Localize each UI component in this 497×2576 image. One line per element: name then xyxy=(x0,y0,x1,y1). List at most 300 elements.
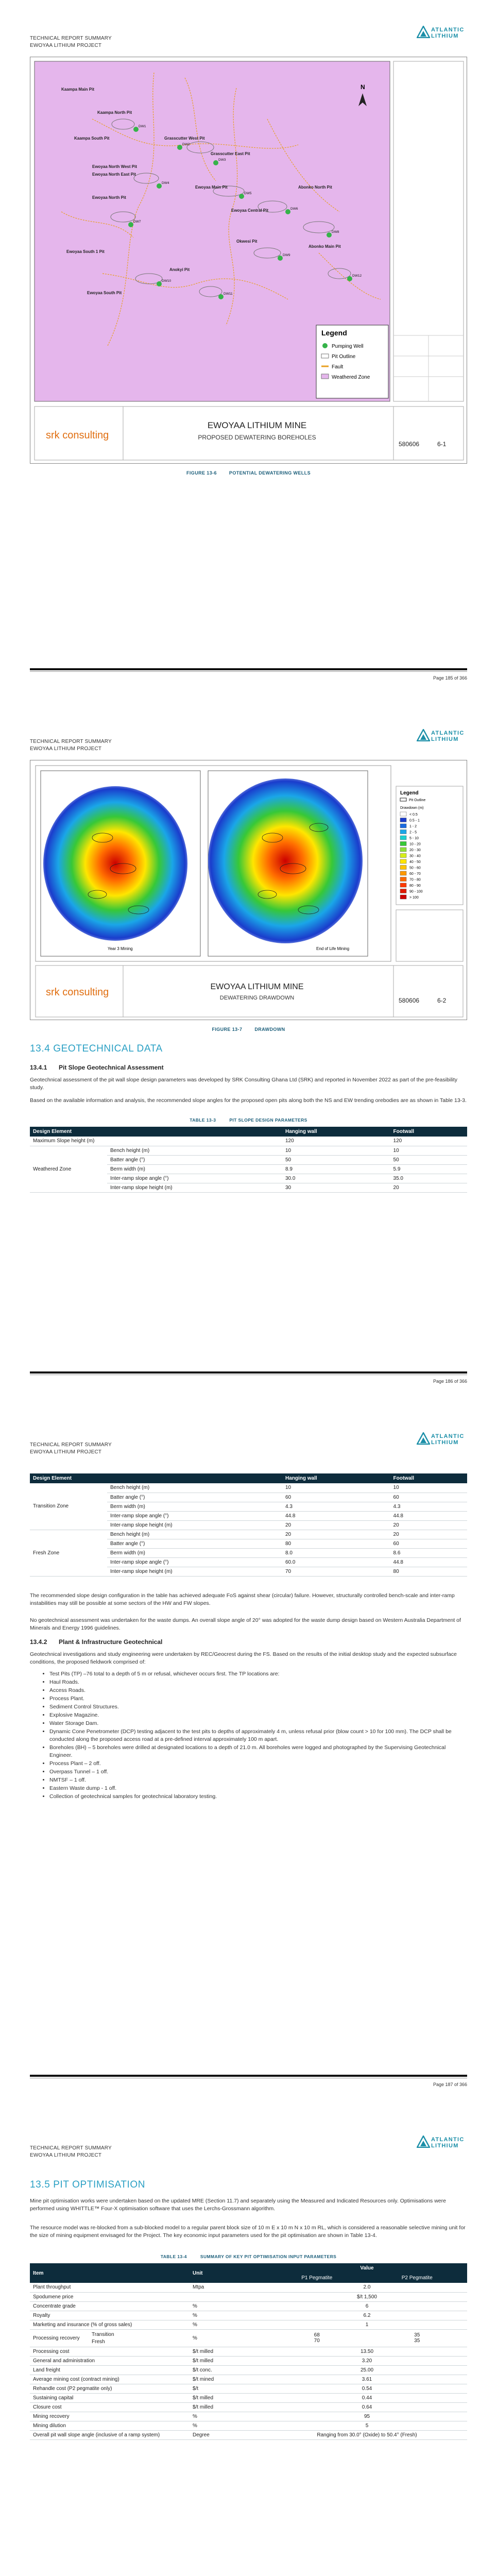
table-row xyxy=(30,2356,467,2365)
figure-caption-text: POTENTIAL DEWATERING WELLS xyxy=(229,470,311,476)
table-cell: 30 xyxy=(282,1183,390,1192)
recovery-subrow-label: Fresh xyxy=(92,2338,105,2345)
well-label: DW11 xyxy=(224,292,233,296)
page-footer xyxy=(30,668,467,689)
pit-slope-design-table xyxy=(30,1127,467,1193)
table-cell: $/t milled xyxy=(190,2347,267,2356)
table-cell: $/t conc. xyxy=(190,2365,267,2375)
table-header xyxy=(107,1473,282,1483)
paragraph: Geotechnical assessment of the pit wall slope design parameters was developed by SRK Consulting Ghana Ltd (SRK) and reported in November 2022 as part of the pre-feasibility study. xyxy=(30,1077,457,1091)
well-label: DW6 xyxy=(290,207,298,211)
legend-swatch xyxy=(400,818,406,822)
logo-word-1: ATLANTIC xyxy=(431,2137,465,2143)
table-cell: 70 xyxy=(282,1567,390,1576)
table-cell: % xyxy=(190,2311,267,2320)
map-subtitle: DEWATERING DRAWDOWN xyxy=(219,995,295,1001)
table-cell: % xyxy=(190,2421,267,2430)
list-item: • Water Storage Dam. xyxy=(49,1720,467,1727)
drawdown-map-canvas xyxy=(30,760,468,1021)
list-item: • Test Pits (TP) –76 total to a depth of 5 m or refusal, whichever occurs first. The TP locations are: xyxy=(49,1670,467,1678)
well-label: DW3 xyxy=(218,158,226,162)
pit-label: Kaampa Main Pit xyxy=(61,87,95,92)
logo-word-1: ATLANTIC xyxy=(431,27,465,33)
page-header xyxy=(30,2130,467,2161)
dewatering-map-canvas xyxy=(30,57,468,464)
figure-caption xyxy=(30,470,467,476)
table-cell xyxy=(190,2292,267,2301)
figure-number: 6-2 xyxy=(437,997,447,1004)
table-caption-number: TABLE 13-3 xyxy=(190,1117,216,1123)
legend-swatch xyxy=(400,854,406,858)
table-cell: 0.44 xyxy=(267,2393,467,2402)
table-header: Design Element xyxy=(30,1127,107,1137)
subsection-heading: Pit Slope Geotechnical Assessment xyxy=(59,1064,164,1071)
pit-label: Okwesi Pit xyxy=(236,239,258,244)
figure-caption-number: FIGURE 13-7 xyxy=(212,1027,243,1032)
table-subheader: P2 Pegmatite xyxy=(367,2273,467,2283)
header-project-name: EWOYAA LITHIUM PROJECT xyxy=(30,746,102,752)
paragraph: Based on the available information and analysis, the recommended slope angles for the proposed open pits along both the NS and EW trending orebodies are as shown in Table 13-3. xyxy=(30,1097,467,1104)
table-cell: Batter angle (°) xyxy=(107,1493,282,1502)
pit-label: Anokyi Pit xyxy=(169,267,190,272)
panel-label: Year 3 Mining xyxy=(108,946,133,951)
table-caption-text: PIT SLOPE DESIGN PARAMETERS xyxy=(229,1117,307,1123)
table-cell: $/t milled xyxy=(190,2356,267,2365)
table-cell: Royalty xyxy=(30,2311,190,2320)
well-label: DW2 xyxy=(182,143,190,146)
table-cell: 25.00 xyxy=(267,2365,467,2375)
header-report-title: TECHNICAL REPORT SUMMARY xyxy=(30,739,112,744)
report-page-186 xyxy=(0,703,497,1406)
well-label: DW7 xyxy=(133,220,141,224)
table-header: Footwall xyxy=(390,1127,467,1137)
table-row xyxy=(30,2421,467,2430)
header-report-title: TECHNICAL REPORT SUMMARY xyxy=(30,36,112,41)
table-cell: Mtpa xyxy=(190,2283,267,2292)
table-cell: 8.0 xyxy=(282,1548,390,1557)
legend-swatch xyxy=(400,859,406,863)
pit-label: Ewoyaa South 1 Pit xyxy=(66,249,105,254)
table-cell: 4.3 xyxy=(390,1502,467,1511)
table-cell: Batter angle (°) xyxy=(107,1539,282,1548)
table-cell: 20 xyxy=(282,1520,390,1530)
logo-word-2: LITHIUM xyxy=(431,2143,459,2149)
table-cell: 35.0 xyxy=(390,1174,467,1183)
table-cell: 60 xyxy=(390,1493,467,1502)
legend-swatch xyxy=(400,824,406,828)
table-row xyxy=(30,1530,467,1539)
srk-logo: srk consulting xyxy=(46,987,109,998)
well-label: DW5 xyxy=(244,192,252,195)
logo-word-2: LITHIUM xyxy=(431,33,459,39)
table-cell: Bench height (m) xyxy=(107,1530,282,1539)
table-cell: 120 xyxy=(282,1137,390,1146)
table-cell: 60 xyxy=(282,1493,390,1502)
list-item: • Overpass Tunnel – 1 off. xyxy=(49,1768,467,1776)
paragraph: No geotechnical assessment was undertaken for the waste dumps. An overall slope angle of 20° was adopted for the waste dump design based on Western Australia Department of Minerals and Energy 1996 guidelines. xyxy=(30,1617,461,1631)
list-item: • Haul Roads. xyxy=(49,1679,467,1686)
legend-swatch xyxy=(400,812,406,816)
table-header: Footwall xyxy=(390,1473,467,1483)
pit-label: Kaampa South Pit xyxy=(74,136,110,141)
table-caption xyxy=(30,2254,467,2259)
logo-triangle-icon xyxy=(417,2136,430,2148)
table-cell: 95 xyxy=(267,2412,467,2421)
table-cell: $/t mined xyxy=(190,2375,267,2384)
pit-label: Kaampa North Pit xyxy=(97,110,132,115)
list-item: • Explosive Magazine. xyxy=(49,1711,467,1719)
subsection-title xyxy=(30,1638,162,1646)
paragraph: Geotechnical investigations and study engineering were undertaken by REC/Geocrest during the FS. Based on the results of the initial desktop study and the expected subsurface conditions, the proposed fieldwork comprised of: xyxy=(30,1651,457,1665)
list-item: • Boreholes (BH) – 5 boreholes were drilled at designated locations to a depth of 21.0 m. All boreholes were logged and photographed by the Supervising Geotechnical Engineer. xyxy=(49,1744,467,1759)
subsection-heading: Plant & Infrastructure Geotechnical xyxy=(59,1638,163,1646)
well-label: DW12 xyxy=(352,274,362,278)
list-item: • Dynamic Cone Penetrometer (DCP) testing adjacent to the test pits to depths of approximately 4 m, unless refusal prior (blow count > 10 for 100 mm). The DCP shall be conducted along the proposed access road at a pre-defined interval approximately 100 m apart. xyxy=(49,1728,467,1743)
well-label: DW10 xyxy=(162,279,172,283)
table-header: Hanging wall xyxy=(282,1473,390,1483)
page-header xyxy=(30,21,467,52)
table-cell: 10 xyxy=(390,1146,467,1155)
table-row xyxy=(30,2430,467,2439)
table-cell: $/t 1,500 xyxy=(267,2292,467,2301)
logo-word-1: ATLANTIC xyxy=(431,1433,465,1439)
figure-caption xyxy=(30,1027,467,1032)
table-cell: 80 xyxy=(390,1567,467,1576)
table-cell: Bench height (m) xyxy=(107,1483,282,1493)
legend-bin-label: 30 - 40 xyxy=(409,854,421,858)
table-cell: Mining dilution xyxy=(30,2421,190,2430)
zone-cell: Transition Zone xyxy=(30,1483,107,1530)
list-item: • Access Roads. xyxy=(49,1687,467,1694)
header-report-title: TECHNICAL REPORT SUMMARY xyxy=(30,2145,112,2151)
table-cell: Maximum Slope height (m) xyxy=(30,1137,282,1146)
table-cell: Inter-ramp slope angle (°) xyxy=(107,1511,282,1520)
well-label: DW9 xyxy=(283,253,290,257)
drawing-number: 580606 xyxy=(399,440,420,448)
pit-label: Ewoyaa North Pit xyxy=(92,195,126,200)
table-cell: Inter-ramp slope angle (°) xyxy=(107,1174,282,1183)
legend-swatch xyxy=(400,895,406,899)
header-project-name: EWOYAA LITHIUM PROJECT xyxy=(30,1449,102,1455)
pit-optimisation-parameters-table xyxy=(30,2263,467,2440)
logo-word-1: ATLANTIC xyxy=(431,730,465,736)
panel-label: End of Life Mining xyxy=(316,946,350,951)
legend-item: Weathered Zone xyxy=(332,375,370,380)
subsection-title xyxy=(30,1064,164,1071)
pit-label: Ewoyaa Main Pit xyxy=(195,185,228,190)
table-cell: % xyxy=(190,2329,267,2347)
logo-triangle-icon xyxy=(417,729,430,741)
table-cell: Land freight xyxy=(30,2365,190,2375)
page-header xyxy=(30,1427,467,1458)
table-cell: Closure cost xyxy=(30,2402,190,2412)
table-cell: Inter-ramp slope height (m) xyxy=(107,1183,282,1192)
drawdown-map xyxy=(30,760,467,1020)
legend-bin-label: 5 - 10 xyxy=(409,837,419,840)
table-cell: $/t xyxy=(190,2384,267,2393)
legend-bin-label: 70 - 80 xyxy=(409,878,421,882)
pit-label: Grasscutter East Pit xyxy=(211,151,250,156)
table-cell: 10 xyxy=(282,1146,390,1155)
table-row xyxy=(30,2365,467,2375)
table-cell: Average mining cost (contract mining) xyxy=(30,2375,190,2384)
pit-label: Grasscutter West Pit xyxy=(164,136,205,141)
table-cell: 13.50 xyxy=(267,2347,467,2356)
page-footer xyxy=(30,1371,467,1392)
table-cell: 50 xyxy=(390,1155,467,1164)
table-cell: Spodumene price xyxy=(30,2292,190,2301)
table-row xyxy=(30,2311,467,2320)
pit-label: Abonko Main Pit xyxy=(309,244,341,249)
paragraph: Mine pit optimisation works were undertaken based on the updated MRE (Section 11.7) and separately using the Measured and Indicated Resources only. Optimisations were performed using WHITTLE™ Four-X optimisation software that uses the Lerchs-Grossmann algorithm. xyxy=(30,2198,446,2212)
zone-cell: Weathered Zone xyxy=(30,1146,107,1192)
table-cell: 3.61 xyxy=(267,2375,467,2384)
legend-item: Pumping Well xyxy=(332,344,364,349)
pit-label: Ewoyaa South Pit xyxy=(87,291,122,295)
table-cell: Inter-ramp slope angle (°) xyxy=(107,1557,282,1567)
legend-item: Pit Outline xyxy=(332,354,356,360)
table-cell: $/t milled xyxy=(190,2402,267,2412)
table-cell: Inter-ramp slope height (m) xyxy=(107,1520,282,1530)
table-cell: Batter angle (°) xyxy=(107,1155,282,1164)
table-cell: 1 xyxy=(267,2320,467,2329)
table-cell: 5 xyxy=(267,2421,467,2430)
logo-word-2: LITHIUM xyxy=(431,736,459,742)
pit-label: Ewoyaa North East Pit xyxy=(92,172,136,177)
pit-label: Ewoyaa Central Pit xyxy=(231,208,269,213)
table-cell: Overall pit wall slope angle (inclusive of a ramp system) xyxy=(30,2430,190,2439)
paragraph: The resource model was re-blocked from a sub-blocked model to a regular parent block size of 10 m E x 10 m N x 10 m RL, which is considered a reasonable selective mining unit for the size of mining equipment envisaged for the Project. The key economic input parameters used for the pit optimisation are shown in Table 13-4. xyxy=(30,2225,466,2239)
header-report-title: TECHNICAL REPORT SUMMARY xyxy=(30,1442,112,1448)
legend-bin-label: 2 - 5 xyxy=(409,831,417,835)
legend-bin-label: 20 - 30 xyxy=(409,849,421,852)
optimisation-table-wrap xyxy=(30,2263,467,2440)
well-label: DW1 xyxy=(139,125,146,128)
table-header: Value xyxy=(267,2263,467,2273)
figure-caption-number: FIGURE 13-6 xyxy=(186,470,217,476)
table-cell: Ranging from 30.0° (Oxide) to 50.4° (Fresh) xyxy=(267,2430,467,2439)
table-row xyxy=(30,2393,467,2402)
list-item: • NMTSF – 1 off. xyxy=(49,1776,467,1784)
table-cell: 44.8 xyxy=(390,1511,467,1520)
list-item: • Eastern Waste dump - 1 off. xyxy=(49,1785,467,1792)
table-cell: 5.9 xyxy=(390,1164,467,1174)
report-page-188 xyxy=(0,2110,497,2576)
table-cell: 60 xyxy=(390,1539,467,1548)
table-cell: Berm width (m) xyxy=(107,1548,282,1557)
zone-cell: Fresh Zone xyxy=(30,1530,107,1576)
recovery-subrow-label: Transition xyxy=(92,2331,114,2337)
dewatering-wells-map xyxy=(30,57,467,464)
legend-bin-label: 80 - 90 xyxy=(409,884,421,888)
table-cell: 10 xyxy=(282,1483,390,1493)
table-cell: 120 xyxy=(390,1137,467,1146)
map-title: EWOYAA LITHIUM MINE xyxy=(207,420,307,430)
logo-triangle-icon xyxy=(417,26,430,38)
page-number: Page 187 of 366 xyxy=(433,2082,467,2087)
table-cell: 4.3 xyxy=(282,1502,390,1511)
table-cell: % xyxy=(190,2320,267,2329)
table-row xyxy=(30,2384,467,2393)
drawdown-panel-eol xyxy=(208,771,368,956)
drawdown-legend xyxy=(396,786,463,905)
map-title: EWOYAA LITHIUM MINE xyxy=(210,982,304,991)
table-cell: $/t milled xyxy=(190,2393,267,2402)
table-cell: 44.8 xyxy=(282,1511,390,1520)
table-row xyxy=(30,2375,467,2384)
legend-bin-label: 10 - 20 xyxy=(409,842,421,846)
table-cell: Degree xyxy=(190,2430,267,2439)
table-cell: 60.0 xyxy=(282,1557,390,1567)
table-cell: 80 xyxy=(282,1539,390,1548)
table-row xyxy=(30,2292,467,2301)
table-cell: 0.64 xyxy=(267,2402,467,2412)
table-row xyxy=(30,2412,467,2421)
legend-item: Fault xyxy=(332,364,344,370)
list-item: • Collection of geotechnical samples for geotechnical laboratory testing. xyxy=(49,1793,467,1801)
table-header: Design Element xyxy=(30,1473,107,1483)
legend-bin-label: < 0.5 xyxy=(409,813,418,817)
table-cell: 35 35 xyxy=(367,2329,467,2347)
map-legend xyxy=(316,325,388,398)
table-cell: 3.20 xyxy=(267,2356,467,2365)
table-header: Unit xyxy=(190,2263,267,2283)
pit-label: Ewoyaa North West Pit xyxy=(92,164,137,169)
table-cell: Rehandle cost (P2 pegmatite only) xyxy=(30,2384,190,2393)
legend-title: Legend xyxy=(321,329,347,337)
table-cell-text: Processing recovery xyxy=(33,2335,80,2341)
table-subheader: P1 Pegmatite xyxy=(267,2273,367,2283)
map-subtitle: PROPOSED DEWATERING BOREHOLES xyxy=(198,434,316,441)
table-row xyxy=(30,2347,467,2356)
table-cell: 50 xyxy=(282,1155,390,1164)
srk-logo: srk consulting xyxy=(46,430,109,441)
table-cell: Berm width (m) xyxy=(107,1164,282,1174)
legend-swatch xyxy=(400,836,406,840)
legend-swatch xyxy=(400,877,406,882)
figure-caption-text: DRAWDOWN xyxy=(254,1027,285,1032)
section-title-pit-optimisation: 13.5 PIT OPTIMISATION xyxy=(30,2179,146,2190)
legend-item: Pit Outline xyxy=(409,799,426,802)
table-row xyxy=(30,2329,467,2347)
table-cell: Sustaining capital xyxy=(30,2393,190,2402)
table-cell: 6 xyxy=(267,2301,467,2311)
legend-bin-label: 40 - 50 xyxy=(409,860,421,864)
table-row xyxy=(30,1137,467,1146)
table-row xyxy=(30,2320,467,2329)
table-cell: 0.54 xyxy=(267,2384,467,2393)
table-cell: Inter-ramp slope height (m) xyxy=(107,1567,282,1576)
list-item: • Sediment Control Structures. xyxy=(49,1703,467,1711)
legend-swatch xyxy=(400,848,406,852)
legend-subtitle: Drawdown (m) xyxy=(400,806,424,810)
page-footer xyxy=(30,2075,467,2095)
table-cell: Berm width (m) xyxy=(107,1502,282,1511)
drawing-number: 580606 xyxy=(399,997,420,1004)
pit-slope-design-table-continued xyxy=(30,1473,467,1577)
legend-bin-label: 60 - 70 xyxy=(409,872,421,876)
table-cell: % xyxy=(190,2301,267,2311)
drawdown-panel-year3 xyxy=(41,771,200,956)
table-cell: Plant throughput xyxy=(30,2283,190,2292)
table-cell: % xyxy=(190,2412,267,2421)
header-project-name: EWOYAA LITHIUM PROJECT xyxy=(30,2153,102,2158)
legend-bin-label: 1 - 2 xyxy=(409,825,417,828)
table-cell: 8.9 xyxy=(282,1164,390,1174)
page-number: Page 186 of 366 xyxy=(433,1379,467,1384)
recovery-subrows xyxy=(92,2331,114,2346)
page-number: Page 185 of 366 xyxy=(433,675,467,681)
subsection-number: 13.4.2 xyxy=(30,1638,47,1646)
well-label: DW4 xyxy=(162,181,169,185)
north-label: N xyxy=(361,83,365,91)
table-cell: 20 xyxy=(282,1530,390,1539)
table-cell: 8.6 xyxy=(390,1548,467,1557)
well-label: DW8 xyxy=(332,230,339,234)
table-cell: 10 xyxy=(390,1483,467,1493)
table-cell: Bench height (m) xyxy=(107,1146,282,1155)
table-header: Item xyxy=(30,2263,190,2283)
legend-bin-label: 0.5 - 1 xyxy=(409,819,420,823)
legend-bin-label: 50 - 60 xyxy=(409,866,421,870)
table-row xyxy=(30,2402,467,2412)
legend-swatch xyxy=(400,842,406,846)
table-row xyxy=(30,2301,467,2311)
fieldwork-list xyxy=(40,1670,467,1801)
figure-number: 6-1 xyxy=(437,440,447,448)
slope-table-continued-wrap xyxy=(30,1473,467,1577)
table-cell: 20 xyxy=(390,1530,467,1539)
legend-swatch xyxy=(400,871,406,875)
header-project-name: EWOYAA LITHIUM PROJECT xyxy=(30,43,102,48)
page-header xyxy=(30,724,467,755)
list-item: • Process Plant – 2 off. xyxy=(49,1760,467,1768)
logo-word-2: LITHIUM xyxy=(431,1439,459,1446)
table-caption xyxy=(30,1117,467,1123)
logo-triangle-icon xyxy=(417,1432,430,1445)
table-cell: 30.0 xyxy=(282,1174,390,1183)
table-cell: Processing cost xyxy=(30,2347,190,2356)
table-cell: 6.2 xyxy=(267,2311,467,2320)
legend-title: Legend xyxy=(400,790,419,796)
table-cell: Mining recovery xyxy=(30,2412,190,2421)
pit-label: Abonko North Pit xyxy=(298,185,332,190)
table-header: Hanging wall xyxy=(282,1127,390,1137)
legend-swatch xyxy=(400,830,406,834)
legend-swatch xyxy=(400,866,406,870)
table-row xyxy=(30,2283,467,2292)
legend-swatch xyxy=(400,883,406,887)
list-item: • Process Plant. xyxy=(49,1695,467,1703)
legend-swatch xyxy=(400,889,406,893)
table-caption-number: TABLE 13-4 xyxy=(160,2254,187,2259)
table-cell: 2.0 xyxy=(267,2283,467,2292)
subsection-number: 13.4.1 xyxy=(30,1064,47,1071)
table-cell: Marketing and insurance (% of gross sales) xyxy=(30,2320,190,2329)
section-title-geotechnical: 13.4 GEOTECHNICAL DATA xyxy=(30,1043,163,1054)
table-cell xyxy=(30,2329,190,2347)
table-caption-text: SUMMARY OF KEY PIT OPTIMISATION INPUT PARAMETERS xyxy=(200,2254,337,2259)
paragraph: The recommended slope design configuration in the table has achieved adequate FoS against shear (circular) failure. However, structurally controlled bench-scale and inter-ramp instabilities may still be possible at some sectors of the HW and FW slopes. xyxy=(30,1592,455,1606)
table-header xyxy=(107,1127,282,1137)
table-row xyxy=(30,1146,467,1155)
slope-table-wrap xyxy=(30,1127,467,1193)
table-cell: Concentrate grade xyxy=(30,2301,190,2311)
table-cell: 68 70 xyxy=(267,2329,367,2347)
legend-bin-label: 90 - 100 xyxy=(409,890,423,894)
table-cell: 20 xyxy=(390,1520,467,1530)
table-cell: 44.8 xyxy=(390,1557,467,1567)
